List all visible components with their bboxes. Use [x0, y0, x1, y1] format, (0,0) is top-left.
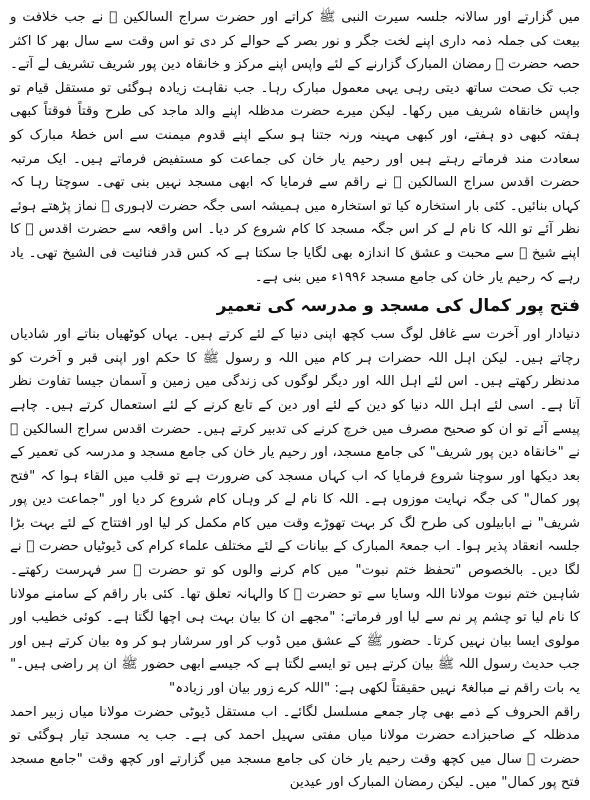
paragraph-intro: میں گزارتے اور سالانہ جلسہ سیرت النبی ﷺ کراتے اور حضرت سراج السالکین ﷫ نے جب خلافت و بیعت کی جملہ ذمہ داری اپنے لخت جگر و نور بصر کے حوالے کر دی تو اس وقت سے سال بھر کا اکثر حصہ حضرت ﷫ رمضان المبارک گزارنے کے لئے واپس اپنے مرکز و خانقاہ دین پور شریف تشریف لے آتے۔ جب تک صحت ساتھ دیتی رہی یہی معمول مبارک رہا۔ جب نقاہت زیادہ ہوگئی تو مستقل قیام تو واپس خانقاہ شریف میں رکھا۔ لیکن میرے حضرت مدظلہ اپنے والد ماجد کی طرح وقتاً فوقتاً کبھی ہفتہ کبھی دو ہفتے، اور کبھی مہینہ ورنہ جتنا ہو سکے اپنے قدوم میمنت سے اس خطۂ مبارک کو سعادت مند فرماتے رہتے ہیں اور رحیم یار خان کی جماعت کو مستفیض فرماتے ہیں۔ ایک مرتبہ حضرت اقدس سراج السالکین ﷫ نے راقم سے فرمایا کہ ابھی مسجد نہیں بنی تھی۔ سوچتا رہا کہ کہاں بنائیں۔ کئی بار استخارہ کیا تو استخارہ میں ہمیشہ اسی جگہ حضرت لاہوری ﷫ نماز پڑھتے ہوئے نظر آئے تو اللہ کا نام لے کر اس جگہ مسجد کا کام شروع کر دیا۔ اس واقعہ سے حضرت اقدس ﷫ کا اپنے شیخ ﷫ سے محبت و عشق کا اندازہ بھی لگایا جا سکتا ہے کہ کس قدر فنائیت فی الشیخ تھی۔ یاد رہے کہ رحیم یار خان کی جامع مسجد ۱۹۹۶ء میں بنی ہے۔: [10, 10, 580, 285]
paragraph-duties: راقم الحروف کے ذمے بھی چار جمعے مسلسل لگائے۔ اب مستقل ڈیوٹی حضرت مولانا میاں زبیر احمد مدظلہ کے صاحبزادے حضرت مولانا میاں مفتی سہیل احمد کی ہے۔ جب یہ مسجد تیار ہوگئی تو حضرت ﷫ سال میں کچھ وقت رحیم یار خان کی جامع مسجد میں گزارتے اور کچھ وقت "جامع مسجد فتح پور کمال" میں۔ لیکن رمضان المبارک اور عیدین: [10, 704, 580, 791]
section-heading: فتح پور کمال کی مسجد و مدرسہ کی تعمیر: [216, 296, 580, 317]
paragraph-mosque-construction: دنیادار اور آخرت سے غافل لوگ سب کچھ اپنی دنیا کے لئے کرتے ہیں۔ یہاں کوٹھیاں بناتے اور شادیاں رچاتے ہیں۔ لیکن اہل اللہ حضرات ہر کام میں اللہ و رسول ﷺ کا حکم اور اپنی قبر و آخرت کو مدنظر رکھتے ہیں۔ اس لئے اہل اللہ اور دیگر لوگوں کی زندگی میں زمین و آسمان جیسا تفاوت نظر آتا ہے۔ اسی لئے اہل اللہ دنیا کو دین کے لئے اور دین کے تابع کرنے کے لئے استعمال کرتے ہیں۔ چاہے پیسے آئے تو ان کو صحیح مصرف میں خرچ کرنے کی تدبیر کرتے ہیں۔ حضرت اقدس سراج السالکین ﷫ نے "خانقاہ دین پور شریف" کی جامع مسجد، اور رحیم یار خان کی جامع مسجد و مدرسہ کی تعمیر کے بعد دیکھا اور سوچنا شروع فرمایا کہ اب کہاں مسجد کی ضرورت ہے تو قلب میں القاء ہوا کہ "فتح پور کمال" کی جگہ نہایت موزوں ہے۔ اللہ کا نام لے کر وہاں کام شروع کر دیا اور "جماعت دین پور شریف" نے ابابیلوں کی طرح لگ کر بہت تھوڑے وقت میں کام مکمل کر لیا اور افتتاح کے لئے بہت بڑا جلسہ انعقاد پذیر ہوا۔ اب جمعۃ المبارک کے بیانات کے لئے مختلف علماء کرام کی ڈیوٹیاں حضرت ﷫ نے لگا دیں۔ بالخصوص "تحفظ ختم نبوت" میں کام کرنے والوں کو تو حضرت ﷫ سر فہرست رکھتے۔ شاہین ختم نبوت مولانا اللہ وسایا سے تو حضرت ﷫ کا والہانہ تعلق تھا۔ کئی بار راقم کے سامنے مولانا کا نام لیا تو چشم پر نم سے لیا اور فرماتے: "مجھے ان کا بیان بہت ہی اچھا لگتا ہے۔ کوئی خطیب اور مولوی ایسا بیان نہیں کرتا۔ حضور ﷺ کے عشق میں ڈوب کر اور سرشار ہو کر وہ بیان کرتے ہیں اور جب حدیث رسول اللہ ﷺ بیان کرتے ہیں تو ایسے لگتا ہے کہ جیسے ابھی حضور ﷺ ان پر راضی ہیں۔" یہ بات راقم نے مبالغۃً نہیں حقیقتاً لکھی ہے: "اللہ کرے زور بیان اور زیادہ": [10, 327, 580, 697]
